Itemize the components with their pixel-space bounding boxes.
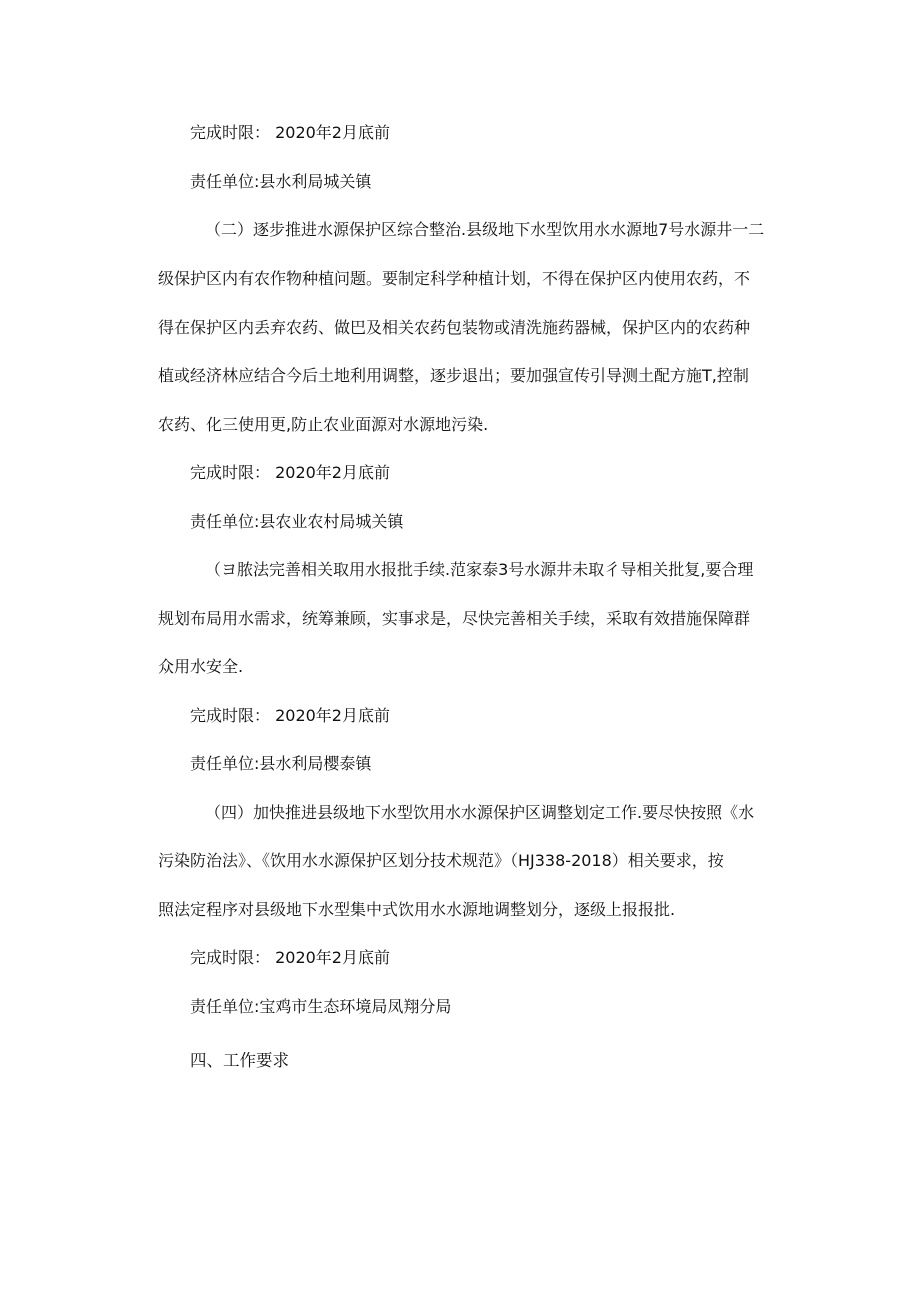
- section-3-paragraph-line-3: 众用水安全.: [158, 657, 244, 676]
- section-3-paragraph-line-1: （ヨ脓法完善相关取用水报批手续.范家泰3号水源井未取彳导相关批复,要合理: [205, 560, 754, 579]
- section-2-paragraph-line-5: 农药、化三使用更,防止农业面源对水源地污染.: [158, 415, 489, 434]
- section-2-paragraph-line-1: （二）逐步推进水源保护区综合整治.县级地下水型饮用水水源地7号水源井一二: [205, 220, 765, 239]
- section-2-paragraph-line-2: 级保护区内有农作物种植问题。要制定科学种植计划，不得在保护区内使用农药，不: [158, 269, 751, 288]
- work-requirements-heading: 四、工作要求: [190, 1051, 289, 1070]
- section-2-paragraph-line-3: 得在保护区内丢弃农药、做巴及相关农药包装物或清洗施药器械，保护区内的农药种: [158, 318, 751, 337]
- section-4-paragraph-line-2: 污染防治法》、《饮用水水源保护区划分技术规范》（HJ338-2018）相关要求，按: [158, 851, 724, 870]
- section-2-paragraph-line-4: 植或经济林应结合今后土地利用调整，逐步退出；要加强宣传引导测土配方施T,控制: [158, 366, 749, 385]
- responsible-unit-line-1: 责任单位:县水利局城关镇: [190, 172, 372, 191]
- deadline-line-1: 完成时限： 2020年2月底前: [190, 123, 390, 142]
- section-4-paragraph-line-3: 照法定程序对县级地下水型集中式饮用水水源地调整划分，逐级上报报批.: [158, 900, 676, 919]
- section-4-paragraph-line-1: （四）加快推进县级地下水型饮用水水源保护区调整划定工作.要尽快按照《水: [205, 803, 755, 822]
- deadline-line-4: 完成时限： 2020年2月底前: [190, 948, 390, 967]
- responsible-unit-line-4: 责任单位:宝鸡市生态环境局凤翔分局: [190, 997, 452, 1016]
- responsible-unit-line-3: 责任单位:县水利局樱泰镇: [190, 754, 372, 773]
- deadline-line-3: 完成时限： 2020年2月底前: [190, 706, 390, 725]
- section-3-paragraph-line-2: 规划布局用水需求，统筹兼顾，实事求是，尽快完善相关手续，采取有效措施保障群: [158, 609, 751, 628]
- deadline-line-2: 完成时限： 2020年2月底前: [190, 463, 390, 482]
- responsible-unit-line-2: 责任单位:县农业农村局城关镇: [190, 512, 404, 531]
